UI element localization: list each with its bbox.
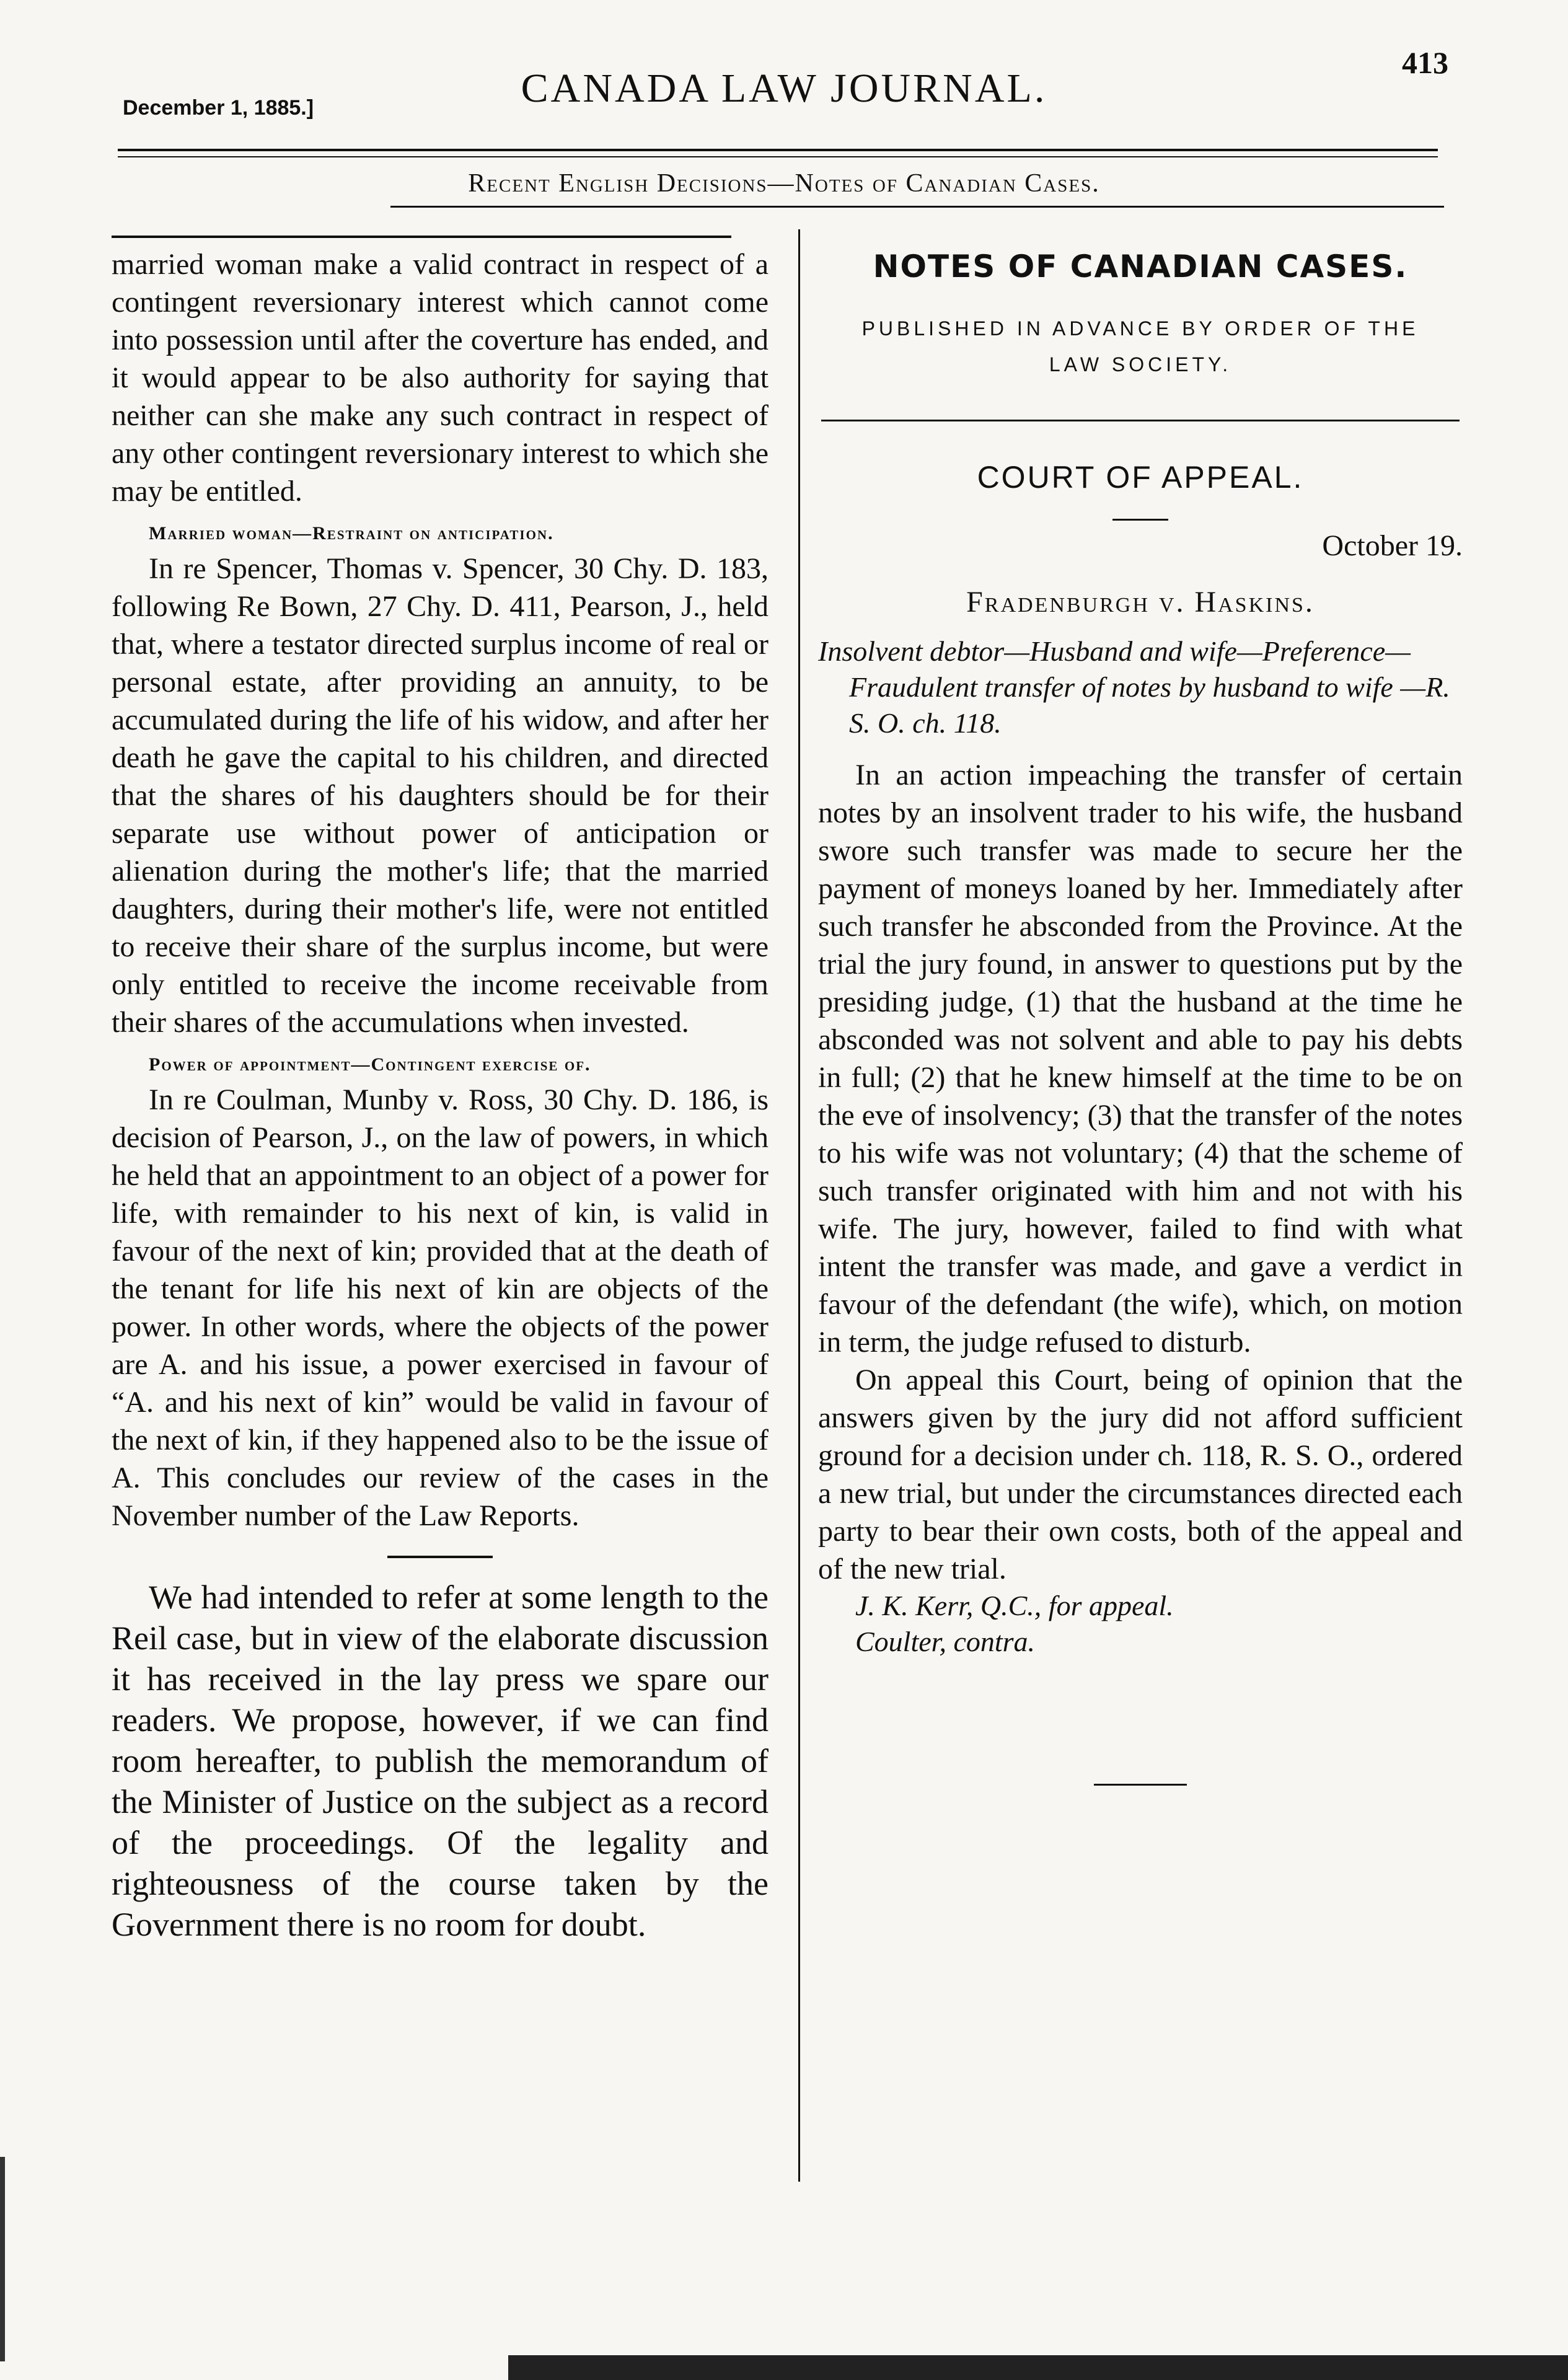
- intro-paragraph: married woman make a valid contract in respect of a contingent reversionary interest which cannot come into possession until after the coverture has ended, and it would appear to be also authority for saying that neither can she make any such contract in respect of any other contingent reversionary interest to which she may be entitled.: [112, 248, 769, 508]
- case-catchwords: Insolvent debtor—Husband and wife—Preference—Fraudulent transfer of notes by husband to wife —R. S. O. ch. 118.: [818, 635, 1450, 739]
- header-rule-bottom: [118, 156, 1438, 157]
- column-divider: [798, 229, 800, 2182]
- left-top-rule: [112, 236, 731, 238]
- court-heading: COURT OF APPEAL.: [977, 460, 1304, 495]
- journal-title: CANADA LAW JOURNAL.: [521, 66, 1047, 111]
- notes-title: NOTES OF CANADIAN CASES.: [873, 249, 1408, 284]
- left-column: [112, 236, 769, 1945]
- case-date: October 19.: [1322, 529, 1463, 562]
- end-rule: [1094, 1784, 1187, 1786]
- editorial-divider: [387, 1556, 493, 1558]
- notes-subtitle-line2: LAW SOCIETY.: [1049, 353, 1232, 376]
- header-rule-top: [118, 149, 1438, 151]
- section-heading-power: Power of appointment—Contingent exercise of.: [149, 1054, 591, 1075]
- scan-edge-bottom: [508, 2355, 1568, 2380]
- section-running-title: Recent English Decisions—Notes of Canadian Cases.: [468, 169, 1100, 198]
- issue-date: December 1, 1885.]: [123, 96, 314, 120]
- subhead-rule: [390, 206, 1444, 208]
- notes-subtitle-line1: PUBLISHED IN ADVANCE BY ORDER OF THE: [861, 317, 1419, 340]
- section-paragraph-coulman: In re Coulman, Munby v. Ross, 30 Chy. D. 186, is decision of Pearson, J., on the law of powers, in which he held that an appointment to an object of a power for life, with remainder to his next of kin, is valid in favour of the next of kin; provided that at the death of the tenant for life his next of kin are objects of the power. In other words, where the objects of the power are A. and his issue, a power exercised in favour of “A. and his next of kin” would be valid in favour of the next of kin, if they happened also to be the issue of A. This concludes our review of the cases in the November number of the Law Reports.: [112, 1083, 769, 1532]
- right-column: [818, 248, 1463, 1786]
- scan-edge-left: [0, 2157, 5, 2361]
- notes-rule: [821, 420, 1460, 421]
- court-dash: [1112, 519, 1168, 521]
- counsel-respondent: Coulter, contra.: [855, 1626, 1036, 1657]
- section-paragraph-spencer: In re Spencer, Thomas v. Spencer, 30 Chy. D. 183, following Re Bown, 27 Chy. D. 411, Pearson, J., held that, where a testator directed surplus income of real or personal estate, after providing an annuity, to be accumulated during the life of his widow, and after her death he gave the capital to his children, and directed that the shares of his daughters should be for their separate use without power of anticipation or alienation during the mother's life; that the married daughters, during their mother's life, were not entitled to receive their share of the surplus income, but were only entitled to receive the income receivable from their shares of the accumulations when invested.: [112, 552, 769, 1039]
- editorial-paragraph: We had intended to refer at some length to the Reil case, but in view of the elaborate discussion it has received in the lay press we spare our readers. We propose, however, if we can find room hereafter, to publish the memorandum of the Minister of Justice on the subject as a record of the proceedings. Of the legality and righteousness of the course taken by the Government there is no room for doubt.: [112, 1579, 769, 1943]
- page-number: 413: [1402, 45, 1448, 80]
- section-heading-restraint: Married woman—Restraint on anticipation.: [149, 523, 554, 544]
- case-name: Fradenburgh v. Haskins.: [966, 586, 1315, 619]
- case-paragraph-1: In an action impeaching the transfer of certain notes by an insolvent trader to his wife, the husband swore such transfer was made to secure her the payment of moneys loaned by her. Immediately after such transfer he absconded from the Province. At the trial the jury found, in answer to questions put by the presiding judge, (1) that the husband at the time he absconded was not solvent and able to pay his debts in full; (2) that he knew himself at the time to be on the eve of insolvency; (3) that the transfer of the notes to his wife was not voluntary; (4) that the scheme of such transfer originated with him and not with his wife. The jury, however, failed to find with what intent the transfer was made, and gave a verdict in favour of the defendant (the wife), which, on motion in term, the judge refused to disturb.: [818, 759, 1463, 1359]
- case-paragraph-2: On appeal this Court, being of opinion that the answers given by the jury did not afford sufficient ground for a decision under ch. 118, R. S. O., ordered a new trial, but under the circumstances directed each party to bear their own costs, both of the appeal and of the new trial.: [818, 1364, 1463, 1585]
- counsel-appellant: J. K. Kerr, Q.C., for appeal.: [855, 1590, 1174, 1621]
